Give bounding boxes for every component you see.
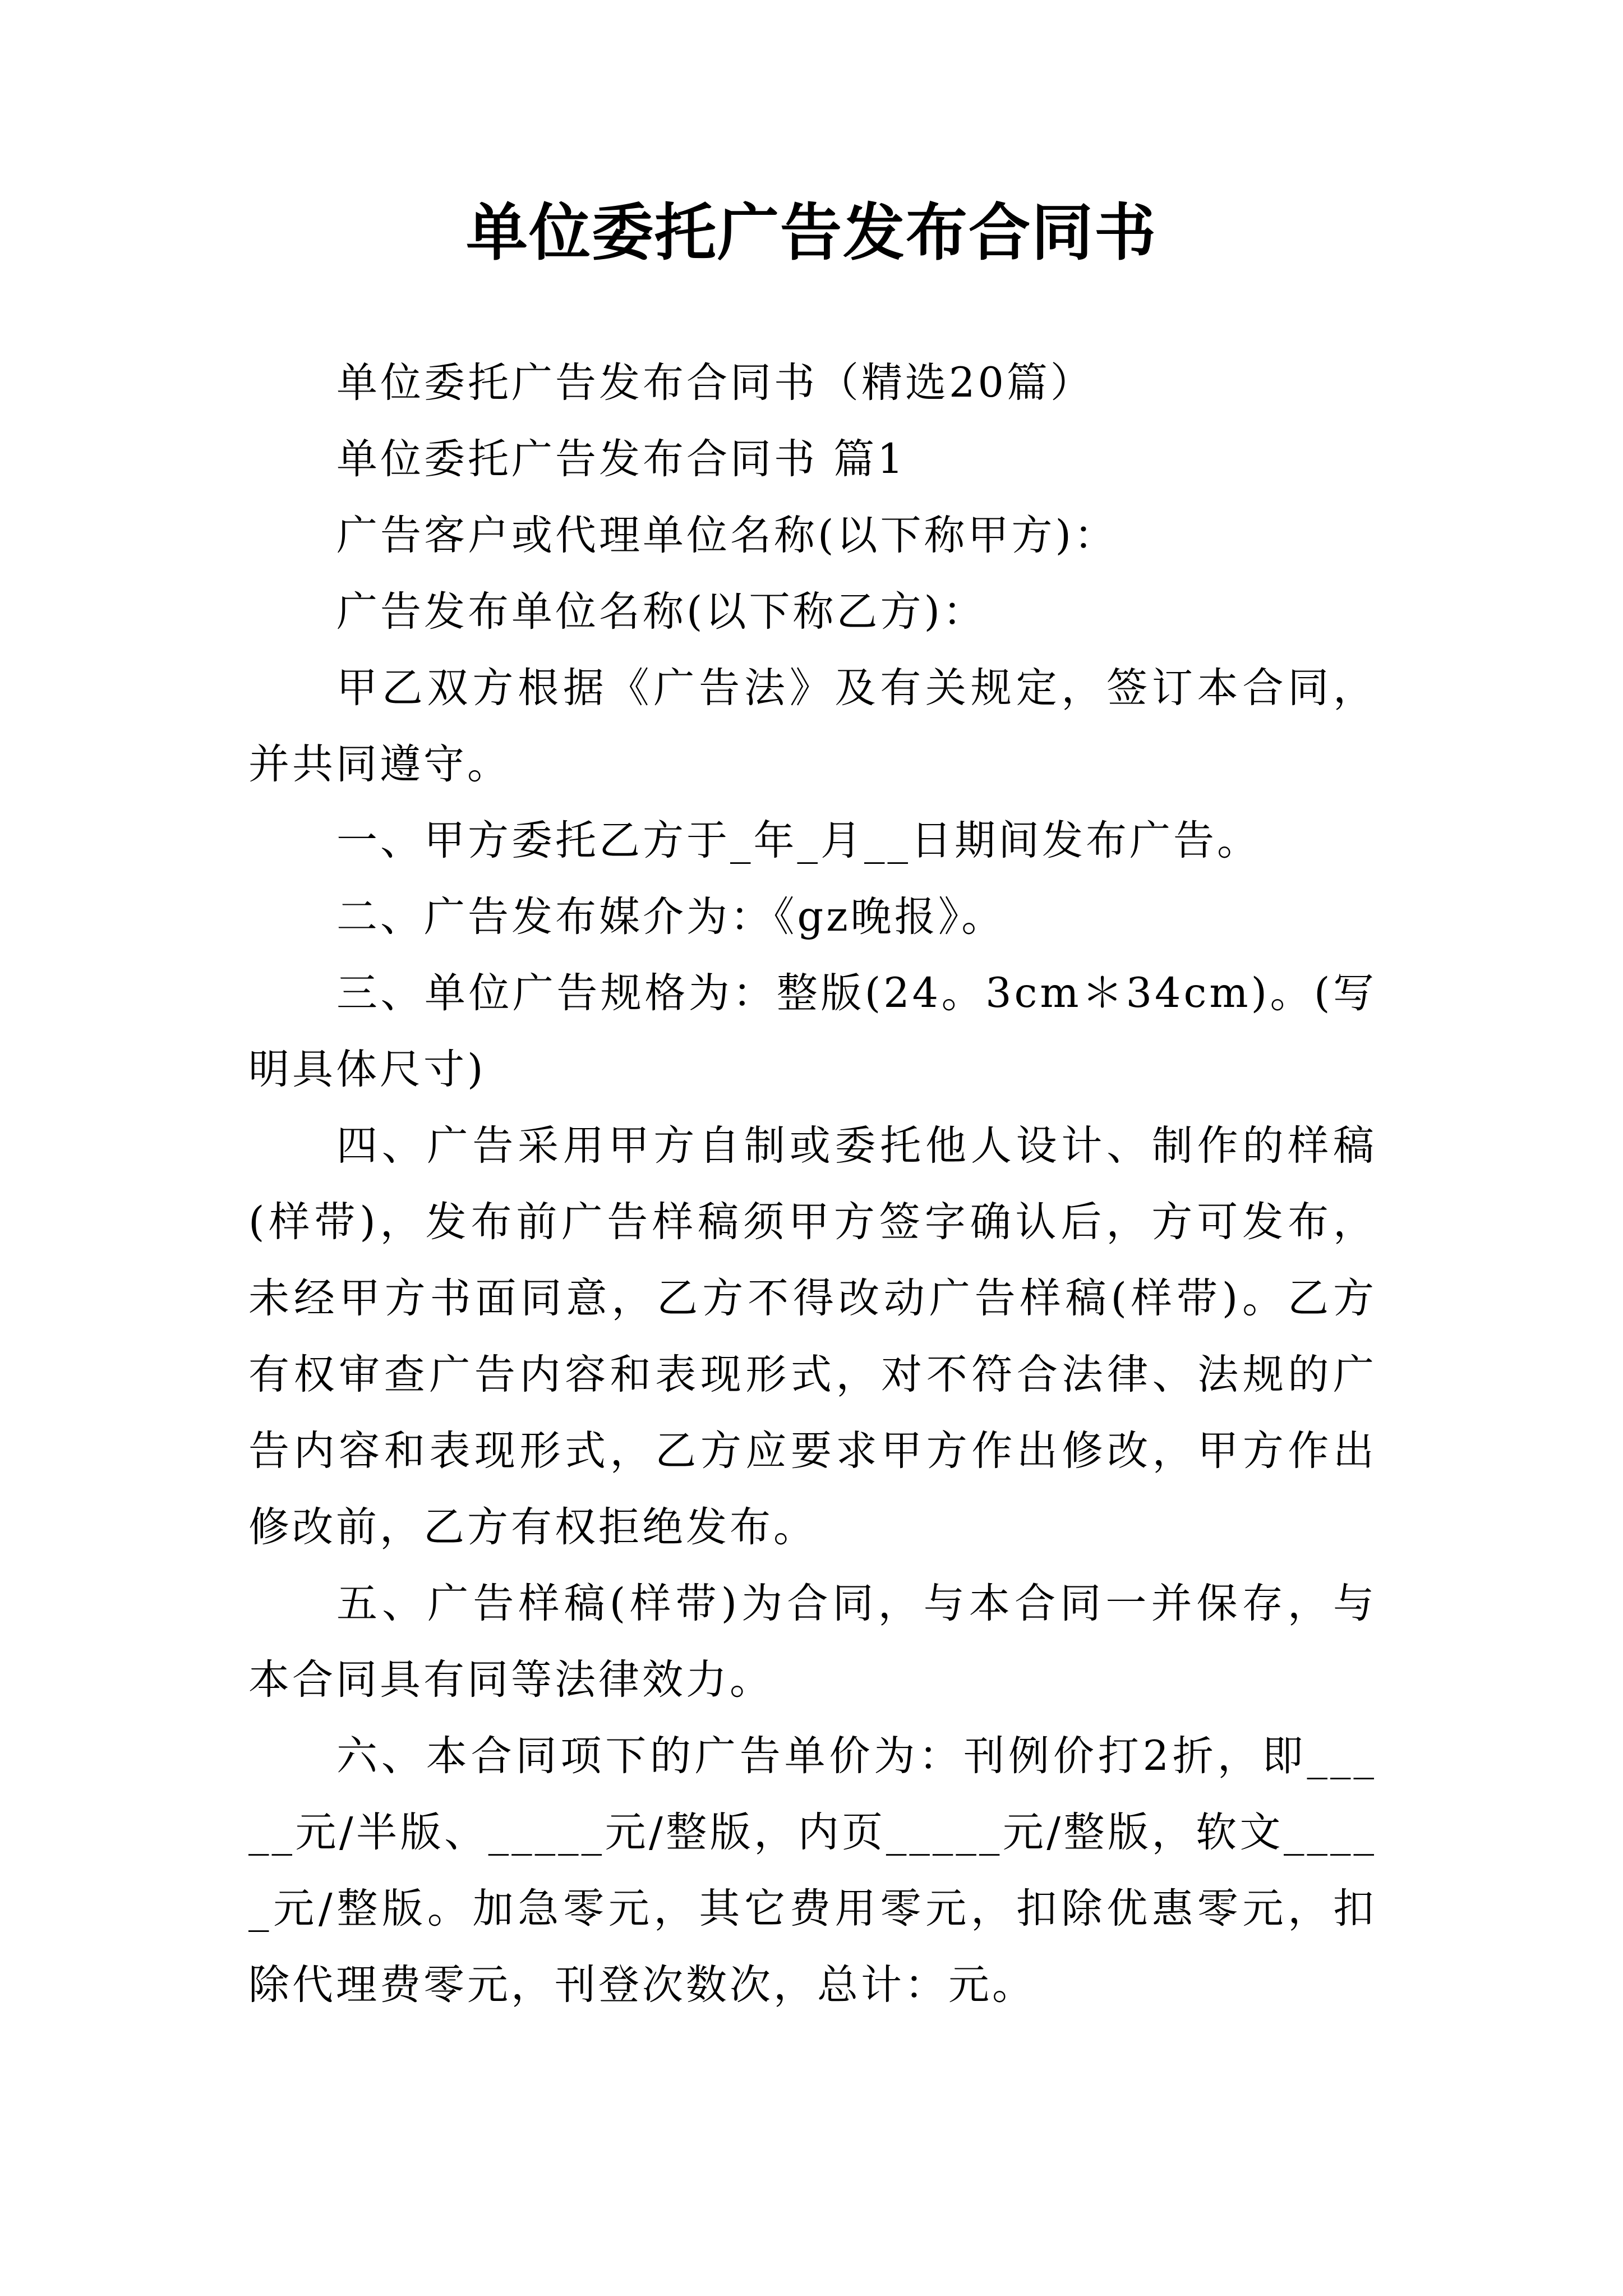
paragraph-clause-2: 二、广告发布媒介为：《gz晚报》。 — [336, 893, 1006, 941]
paragraph-clause-5: 五、广告样稿(样带)为合同，与本合同一并保存，与本合同具有同等法律效力。 — [248, 1580, 1377, 1704]
paragraph-clause-3: 三、单位广告规格为：整版(24。3cm＊34cm)。(写明具体尺寸) — [248, 969, 1377, 1093]
paragraph-party-a: 广告客户或代理单位名称(以下称甲方)： — [336, 512, 1118, 559]
paragraph-section-heading: 单位委托广告发布合同书 篇1 — [336, 435, 906, 483]
paragraph-clause-6: 六、本合同项下的广告单价为：刊例价打2折，即_____元/半版、_____元/整版，内页_____元/整版，软文_____元/整版。加急零元，其它费用零元，扣除优惠零元，扣除代理费零元，刊登次数次，总计：元。 — [248, 1732, 1377, 2009]
paragraph-subtitle: 单位委托广告发布合同书（精选20篇） — [336, 359, 1094, 407]
paragraph-clause-1: 一、甲方委托乙方于_年_月__日期间发布广告。 — [336, 817, 1261, 864]
paragraph-party-b: 广告发布单位名称(以下称乙方)： — [336, 588, 986, 636]
document-body — [248, 345, 1377, 2023]
paragraph-preamble: 甲乙双方根据《广告法》及有关规定，签订本合同，并共同遵守。 — [248, 664, 1377, 788]
paragraph-clause-4: 四、广告采用甲方自制或委托他人设计、制作的样稿(样带)，发布前广告样稿须甲方签字确认后，方可发布，未经甲方书面同意，乙方不得改动广告样稿(样带)。乙方有权审查广告内容和表现形式，对不符合法律、法规的广告内容和表现形式，乙方应要求甲方作出修改，甲方作出修改前，乙方有权拒绝发布。 — [248, 1122, 1377, 1551]
document-title: 单位委托广告发布合同书 — [466, 197, 1157, 269]
